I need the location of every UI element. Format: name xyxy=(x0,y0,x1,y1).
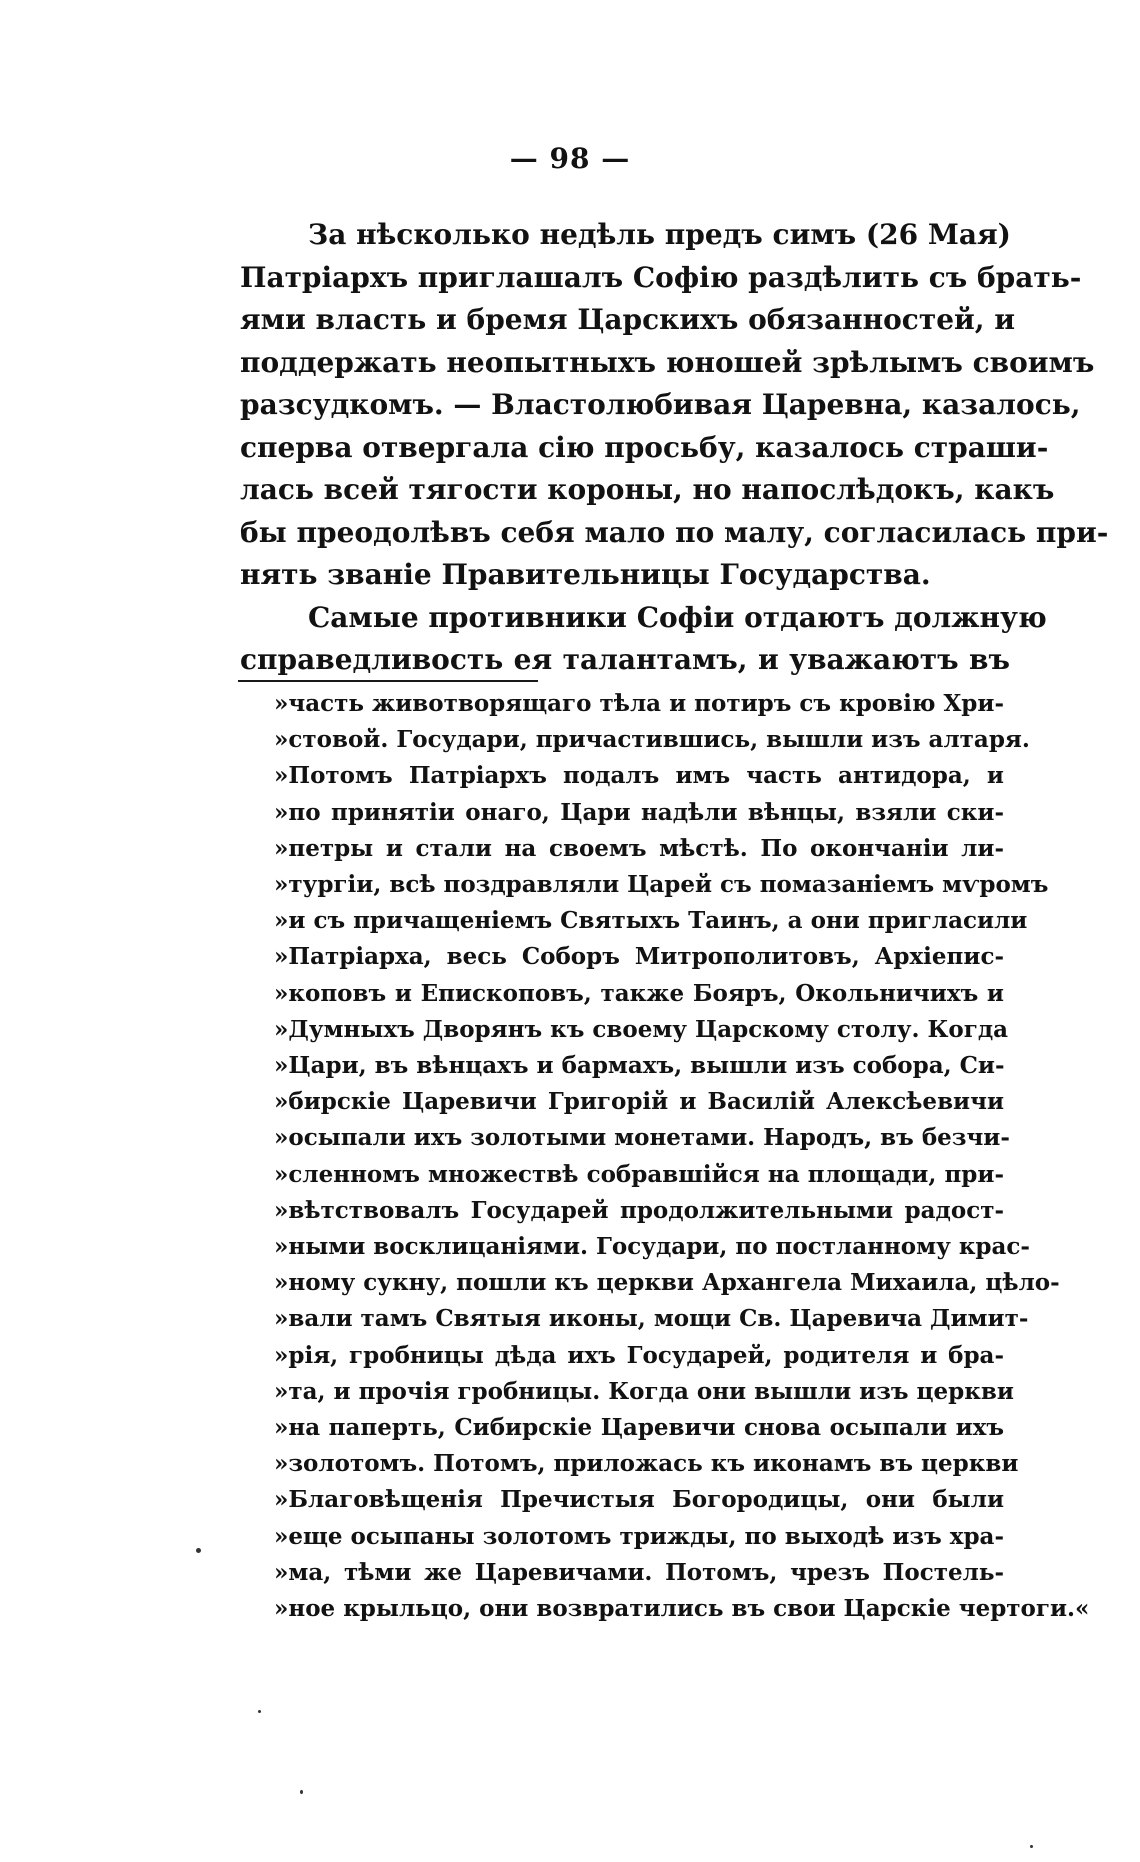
text-line: нять званіе Правительницы Государства. xyxy=(240,558,931,591)
footnote-line: »стовой. Государи, причастившись, вышли изъ алтаря. xyxy=(274,726,1030,754)
footnote-line: »вѣтствовалъ Государей продолжительными радост- xyxy=(274,1196,1004,1224)
text-line: Патріархъ приглашалъ Софію раздѣлить съ брать- xyxy=(240,260,1082,294)
footnote xyxy=(274,686,1090,1627)
text-line: ями власть и бремя Царскихъ обязанностей, и xyxy=(240,303,1016,336)
footnote-line: »на паперть, Сибирскіе Царевичи снова осыпали ихъ xyxy=(274,1414,1004,1442)
text-line: Самые противники Софіи отдаютъ должную xyxy=(308,600,1047,634)
footnote-line: »сленномъ множествѣ собравшійся на площади, при- xyxy=(274,1160,1004,1188)
footnote-line: »золотомъ. Потомъ, приложась къ иконамъ въ церкви xyxy=(274,1450,1019,1478)
text-line: поддержать неопытныхъ юношей зрѣлымъ своимъ xyxy=(240,345,1095,379)
scan-speck xyxy=(196,1548,201,1553)
footnote-line: »рія, гробницы дѣда ихъ Государей, родителя и бра- xyxy=(274,1341,1004,1369)
footnote-line: »вали тамъ Святыя иконы, мощи Св. Царевича Димит- xyxy=(274,1305,1029,1333)
footnote-line: »ному сукну, пошли къ церкви Архангела Михаила, цѣло- xyxy=(274,1269,1060,1297)
footnote-line: »коповъ и Епископовъ, также Бояръ, Окольничихъ и xyxy=(274,979,1004,1007)
footnote-line: »осыпали ихъ золотыми монетами. Народъ, въ безчи- xyxy=(274,1124,1010,1152)
footnote-divider xyxy=(238,680,538,682)
footnote-line: »по принятіи онаго, Цари надѣли вѣнцы, взяли ски- xyxy=(274,798,1004,826)
paragraph-2 xyxy=(240,597,1047,682)
text-line: справедливость ея талантамъ, и уважаютъ въ xyxy=(240,643,1010,676)
scan-speck xyxy=(258,1710,261,1713)
text-line: сперва отвергала сію просьбу, казалось страши- xyxy=(240,430,1049,464)
footnote-line: »Патріарха, весь Соборъ Митрополитовъ, Архіепис- xyxy=(274,943,1004,971)
scan-speck xyxy=(1030,1845,1033,1848)
footnote-line: »ное крыльцо, они возвратились въ свои Царскіе чертоги.« xyxy=(274,1595,1090,1623)
footnote-line: »та, и прочія гробницы. Когда они вышли изъ церкви xyxy=(274,1377,1014,1405)
footnote-line: »часть животворящаго тѣла и потиръ съ кровію Хри- xyxy=(274,690,1004,717)
page-number: — 98 — xyxy=(509,142,631,175)
text-line: разсудкомъ. — Властолюбивая Царевна, казалось, xyxy=(240,388,1081,421)
footnote-line: »Благовѣщенія Пречистыя Богородицы, они были xyxy=(274,1486,1004,1514)
footnote-line: »и съ причащеніемъ Святыхъ Таинъ, а они пригласили xyxy=(274,907,1028,935)
footnote-line: »Потомъ Патріархъ подалъ имъ часть антидора, и xyxy=(274,762,1004,790)
footnote-line: »Цари, въ вѣнцахъ и бармахъ, вышли изъ собора, Си- xyxy=(274,1052,1005,1080)
footnote-line: »ными восклицаніями. Государи, по постланному крас- xyxy=(274,1233,1030,1261)
main-text xyxy=(240,214,1109,682)
footnote-line: »бирскіе Царевичи Григорій и Василій Алексѣевичи xyxy=(274,1088,1004,1116)
paragraph-1 xyxy=(240,214,1109,597)
text-line: бы преодолѣвъ себя мало по малу, согласилась при- xyxy=(240,515,1109,549)
footnote-line: »петры и стали на своемъ мѣстѣ. По окончаніи ли- xyxy=(274,834,1004,862)
text-line: лась всей тягости короны, но напослѣдокъ, какъ xyxy=(240,473,1055,506)
footnote-line: »Думныхъ Дворянъ къ своему Царскому столу. Когда xyxy=(274,1015,1009,1043)
footnote-line: »ма, тѣми же Царевичами. Потомъ, чрезъ Постель- xyxy=(274,1558,1004,1586)
footnote-line: »тургіи, всѣ поздравляли Царей съ помазаніемъ мѵромъ xyxy=(274,871,1049,899)
text-line: За нѣсколько недѣль предъ симъ (26 Мая) xyxy=(308,218,1011,251)
footnote-line: »еще осыпаны золотомъ трижды, по выходѣ изъ хра- xyxy=(274,1522,1004,1550)
scan-speck xyxy=(300,1790,303,1794)
